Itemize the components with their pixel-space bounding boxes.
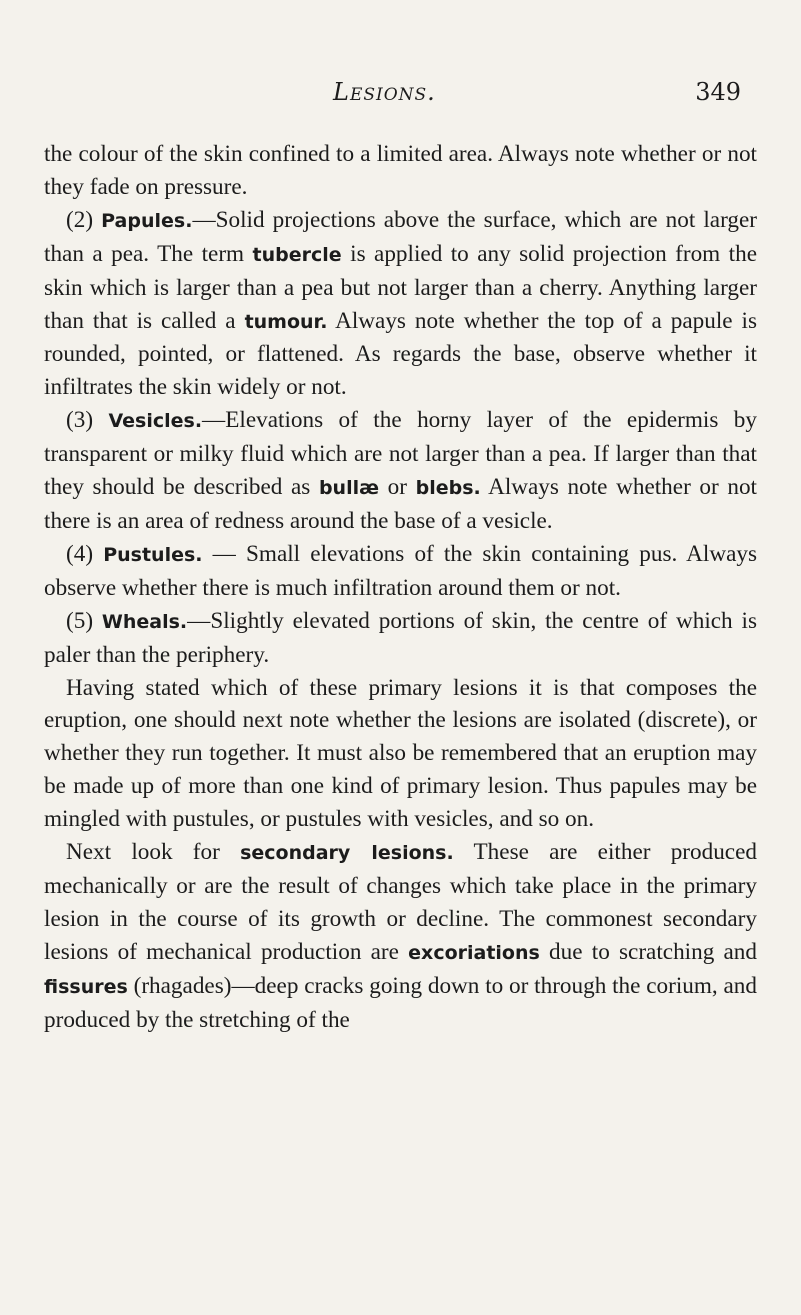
paragraph-wheals [44,605,757,672]
text-run: These are either produced mechanically or are the result of changes which take place in the primary lesion in the course of its growth or decline. The commonest secondary lesions of mechanical production are [44,839,757,965]
text-run: the colour of the skin confined to a limited area. Always note whether or not they fade on pressure. [44,141,757,200]
term-excoriations: excoriations [408,941,540,964]
term-tumour: tumour. [244,310,328,333]
term-bullae: bullæ [318,477,380,500]
paragraph-secondary-lesions [44,836,757,1036]
term-tubercle: tubercle [252,243,342,266]
paragraph-continuation [44,138,757,204]
page-header [0,78,801,118]
term-blebs: blebs. [415,477,481,500]
paragraph-papules [44,204,757,404]
text-run: Next look for [66,839,241,866]
text-run: Always note whether or not there is an area of redness around the base of a vesicle. [44,474,757,534]
text-run: —Solid projections above the surface, which are not larger than a pea. The term [44,206,758,267]
term-fissures: fissures [44,975,128,998]
text-run: —Slightly elevated portions of skin, the centre of which is paler than the periphery. [44,607,757,668]
term-pustules: Pustules. [103,543,203,566]
text-run: (4) [66,540,104,567]
term-papules: Papules. [101,209,193,232]
text-run: — Small elevations of the skin containing pus. Always observe whether there is much infiltration around them or not. [44,540,757,601]
text-run: —Elevations of the horny layer of the epidermis by transparent or milky fluid which are not larger than a pea. If larger than that they should be described as [44,407,757,501]
text-run: Always note whether the top of a papule is rounded, pointed, or flattened. As regards the base, observe whether it infiltrates the skin widely or not. [44,307,757,401]
paragraph-primary-lesions [44,672,757,837]
text-run: (3) [66,407,109,434]
text-run: (2) [66,206,102,233]
text-run: or [379,474,416,501]
body-text [44,138,757,1036]
text-run: is applied to any solid projection from the skin which is larger than a pea but not larger than a cherry. Anything larger than that is called a [44,240,757,334]
paragraph-pustules [44,538,757,605]
text-run: (rhagades)—deep cracks going down to or through the corium, and produced by the stretching of the [44,972,757,1033]
text-run: Having stated which of these primary lesions it is that composes the eruption, one should next note whether the lesions are isolated (discrete), or whether they run together. It must also be remembered that an eruption may be made up of more than one kind of primary lesion. Thus papules may be mingled with pustules, or pustules with vesicles, and so on. [44,674,757,833]
running-title: Lesions. [333,78,436,106]
term-vesicles: Vesicles. [108,410,203,433]
paragraph-vesicles [44,404,757,538]
text-run: (5) [66,607,102,634]
page-number: 349 [695,78,741,106]
term-secondary-lesions: secondary lesions. [240,842,454,865]
text-run: due to scratching and [539,938,757,965]
term-wheals: Wheals. [101,610,188,633]
